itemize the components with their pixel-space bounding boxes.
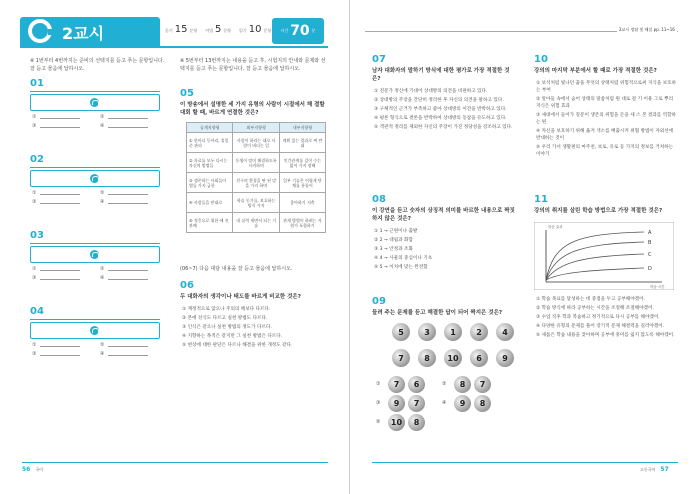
choice-item[interactable]: ① 전문가 정신에 기대어 상대방의 의견을 비판하고 있다. bbox=[374, 89, 488, 94]
answer-line bbox=[108, 355, 148, 356]
choice-item[interactable]: ⑤ 5 → 이치에 맞는 완전함 bbox=[374, 265, 428, 270]
time-number: 70 bbox=[290, 23, 310, 39]
option-mark: ③ bbox=[32, 123, 37, 129]
question-rule bbox=[30, 167, 160, 168]
answer-line bbox=[40, 118, 80, 119]
answer-line bbox=[108, 127, 148, 128]
choice-item[interactable]: ② 상대방의 주장을 간단히 정리한 후 자신의 의견을 말하고 있다. bbox=[374, 98, 504, 103]
answer-table bbox=[186, 122, 326, 233]
time-label: 시간 bbox=[280, 28, 289, 33]
answer-line bbox=[40, 346, 80, 347]
choice-item[interactable]: ④ 4 → 사물의 중심이나 기초 bbox=[374, 256, 433, 261]
table-cell: 동생이 말이 해결하도록 시켜하며 bbox=[233, 153, 280, 173]
choice-item[interactable]: ⑤ 우리 가서 생활편의 마주친, 보로, 유로 등 가지의 정보를 거쳐하는 이야기 bbox=[536, 145, 674, 157]
headphone-icon bbox=[90, 250, 99, 259]
choice-item[interactable]: ④ 다양한 유형의 문제를 풀어 장기적 문제 해결력을 길러야겠어. bbox=[536, 324, 665, 329]
choice-item[interactable]: ③ 인식은 같으나 실천 방법의 정도가 다르다. bbox=[182, 325, 272, 330]
choice-item[interactable]: ③ 구체적인 근거가 부족하고 좋아 상대방의 이견을 반박하고 있다. bbox=[374, 107, 507, 112]
audio-box bbox=[30, 246, 160, 263]
x-axis-label: 학습 시간 bbox=[650, 285, 665, 289]
count-grammar bbox=[205, 24, 231, 35]
coin: 6 bbox=[408, 376, 425, 393]
group-instruction: (06~7) 다음 대담 내용을 잘 듣고 물음에 답하시오. bbox=[180, 266, 293, 272]
choice-item[interactable]: ⑤ 현상에 대한 판단은 다르나 해결을 위한 개정도 같다. bbox=[182, 343, 293, 348]
learning-curve-graph bbox=[534, 222, 674, 290]
question-number: 08 bbox=[372, 194, 386, 205]
question-text: 남자 대화자의 말하기 방식에 대한 평가로 가장 적절한 것은? bbox=[372, 68, 510, 82]
choice-list bbox=[374, 88, 517, 133]
table-cell: 인간관계를 깊이 수는 없어 가지 정해 bbox=[279, 153, 325, 173]
choice-item[interactable]: ② 본에 선식도 다르고 실천 방법도 다르다. bbox=[182, 316, 268, 321]
curve-label: D bbox=[648, 266, 652, 272]
answer-line bbox=[40, 194, 80, 195]
question-number: 02 bbox=[30, 154, 44, 165]
table-cell: ⑤ 적응으로 위한 에 진 관례 bbox=[187, 213, 233, 233]
coin: 7 bbox=[408, 395, 425, 412]
page-label: 고등국어 bbox=[640, 467, 656, 472]
option-mark: ② bbox=[100, 190, 105, 196]
table-cell: 관계 방법이 하려는 자원가 포함하기 bbox=[279, 213, 325, 233]
count-label: 듣기 bbox=[165, 28, 173, 33]
coin: 6 bbox=[470, 349, 488, 367]
question-number: 09 bbox=[372, 296, 386, 307]
time-unit: 분 bbox=[311, 28, 316, 33]
option-mark: ④ bbox=[100, 199, 105, 205]
choice-item[interactable]: ④ 평론 형식으로 결론을 반박하여 상대방의 동참을 유도하고 있다. bbox=[374, 116, 507, 121]
answer-line bbox=[108, 279, 148, 280]
page-footer bbox=[22, 466, 43, 473]
option-mark: ③ bbox=[32, 351, 37, 357]
option-mark: ① bbox=[32, 342, 37, 348]
answer-line bbox=[108, 346, 148, 347]
table-row bbox=[187, 173, 326, 193]
audio-box bbox=[30, 170, 160, 187]
table-row bbox=[187, 213, 326, 233]
question-text: 이 강연을 듣고 숫자의 상징적 의미를 바르한 내용으로 짝짓하지 않은 것은? bbox=[372, 208, 515, 222]
coin: 7 bbox=[392, 349, 410, 367]
page-number: 57 bbox=[660, 466, 669, 473]
coin: 7 bbox=[474, 376, 491, 393]
time-box bbox=[272, 18, 324, 44]
choice-item[interactable]: ④ 자신을 보호하기 위해 옮겨 색소를 배출시켜 위협 방법이 자외선에 반대하는 것이 bbox=[536, 129, 674, 141]
answer-line bbox=[40, 355, 80, 356]
question-rule bbox=[30, 91, 160, 92]
choice-list bbox=[182, 306, 328, 351]
coin: 8 bbox=[454, 376, 471, 393]
choice-mark[interactable]: ③ bbox=[376, 400, 381, 406]
choice-item[interactable]: ① 재정적으로 않으나 주의의 해보다 다르다. bbox=[182, 307, 271, 312]
question-number: 11 bbox=[534, 194, 548, 205]
choice-item[interactable]: ② 2 → 대립과 화합 bbox=[374, 238, 413, 243]
table-row bbox=[187, 193, 326, 213]
coin: 2 bbox=[470, 323, 488, 341]
ring-icon bbox=[28, 19, 52, 43]
mid-instruction: ※ 5번부터 13번까지는 내용을 듣고 후, 시험지의 안내와 문제와 선택지를 듣고 푸는 문항입니다. 잘 듣고 물음에 답하시오. bbox=[180, 58, 326, 72]
coin: 5 bbox=[392, 323, 410, 341]
question-counts bbox=[165, 24, 271, 35]
option-mark: ① bbox=[32, 114, 37, 120]
table-header: 내부지향형 bbox=[279, 123, 325, 133]
option-mark: ④ bbox=[100, 351, 105, 357]
question-number: 01 bbox=[30, 78, 44, 89]
answer-key-tag: 2교시 정답 및 해설 pp. 11~16 bbox=[619, 27, 675, 32]
option-mark: ④ bbox=[100, 275, 105, 281]
table-cell: 내 실력 세면서 되는 기술 bbox=[233, 213, 280, 233]
count-number: 10 bbox=[248, 24, 262, 35]
question-rule bbox=[30, 319, 160, 320]
answer-line bbox=[40, 270, 80, 271]
page-label: 국어 bbox=[35, 467, 44, 472]
question-text: 이 방송에서 설명한 세 가지 유형의 사람이 시절에서 해 결할 대회 할 때, 바르게 연결한 것은? bbox=[180, 102, 325, 116]
answer-line bbox=[108, 194, 148, 195]
choice-list bbox=[374, 228, 517, 273]
question-text: 강의의 취지를 살린 학습 방법으로 가장 적절한 것은? bbox=[534, 208, 663, 214]
choice-item[interactable]: ② 알아들 속에서 숨어 상태의 말씀처럼 원 대로 걸 기 이용 그로 뿌리 지식은 위험 효과 bbox=[536, 97, 674, 109]
table-row bbox=[187, 153, 326, 173]
count-unit: 문항 bbox=[263, 28, 272, 33]
count-number: 5 bbox=[214, 24, 222, 35]
session-tab bbox=[20, 17, 160, 46]
question-number: 10 bbox=[534, 54, 548, 65]
answer-line bbox=[40, 279, 80, 280]
coin: 7 bbox=[388, 376, 405, 393]
table-header: 외부지향형 bbox=[233, 123, 280, 133]
table-row bbox=[187, 133, 326, 153]
option-mark: ② bbox=[100, 114, 105, 120]
table-cell: ② 자료를 모두 다시는 자신의 방법들 bbox=[187, 153, 233, 173]
question-text: 두 대화자의 생각이나 태도를 바르게 비교한 것은? bbox=[180, 294, 301, 300]
answer-line bbox=[40, 203, 80, 204]
count-unit: 문항 bbox=[223, 28, 232, 33]
table-cell: 좋아하기 저축 bbox=[279, 193, 325, 213]
header-rule bbox=[20, 46, 328, 48]
audio-box bbox=[30, 94, 160, 111]
coin: 9 bbox=[454, 395, 471, 412]
choice-list bbox=[536, 296, 678, 341]
count-label: 어법 bbox=[205, 28, 213, 33]
count-listening bbox=[165, 24, 197, 35]
choice-mark[interactable]: ④ bbox=[442, 400, 447, 406]
page-number: 56 bbox=[22, 466, 31, 473]
choice-item[interactable]: ③ 수업 직후 학과 복습하고 정기적으로 다시 공부를 해야겠어. bbox=[536, 315, 660, 320]
coin: 3 bbox=[418, 323, 436, 341]
option-mark: ③ bbox=[32, 275, 37, 281]
coin: 8 bbox=[474, 395, 491, 412]
option-mark: ① bbox=[32, 190, 37, 196]
table-cell: 일부 기술은 어렵게 단체를 통틀어 bbox=[279, 173, 325, 193]
table-cell: 학습 동기를, 보호하는 방식 가지 bbox=[233, 193, 280, 213]
count-reading bbox=[239, 24, 271, 35]
curve-label: A bbox=[648, 230, 652, 236]
option-mark: ② bbox=[100, 342, 105, 348]
curve-label: C bbox=[648, 252, 652, 258]
choice-item[interactable]: ③ 새대에서 들어가 질문이 생존의 위험을 돈을 세 스 본 결과를 역할하는 편 bbox=[536, 113, 676, 125]
option-mark: ② bbox=[100, 266, 105, 272]
question-number: 03 bbox=[30, 230, 44, 241]
coin: 10 bbox=[388, 414, 405, 431]
option-mark: ③ bbox=[32, 199, 37, 205]
table-cell: ③ 생존하는 사회들이 별들 가지 급한 bbox=[187, 173, 233, 193]
choice-mark[interactable]: ① bbox=[376, 381, 381, 387]
choice-list bbox=[536, 80, 678, 160]
question-text: 들려 주는 문제를 듣고 해결한 답이 되어 짝지은 것은? bbox=[372, 310, 503, 316]
option-mark: ① bbox=[32, 266, 37, 272]
coin: 10 bbox=[444, 349, 462, 367]
coin: 1 bbox=[444, 323, 462, 341]
answer-line bbox=[40, 127, 80, 128]
table-cell: 계획 있는 결과로 써 반대 bbox=[279, 133, 325, 153]
choice-item[interactable]: ⑤ 새롭은 학습 내용을 찾아하며 공부에 흥미를 잃지 않도록 해야겠어. bbox=[536, 333, 675, 338]
choice-item[interactable]: ① 학습 목표를 달성하는 데 중점을 두고 공부해야겠어. bbox=[536, 297, 645, 302]
choice-item[interactable]: ② 학습 방식에 따라 공부하는 시간을 조절해 조절해야겠어. bbox=[536, 306, 654, 311]
question-text: 강의의 마지막 부분에서 할 때로 가장 적절한 것은? bbox=[534, 68, 657, 74]
audio-box bbox=[30, 322, 160, 339]
headphone-icon bbox=[90, 174, 99, 183]
footer-rule bbox=[372, 462, 678, 463]
question-number: 06 bbox=[180, 280, 194, 291]
question-number: 05 bbox=[180, 88, 194, 99]
choice-item[interactable]: ① 1 → 근원이나 출발 bbox=[374, 229, 418, 234]
question-rule bbox=[30, 243, 160, 244]
coin: 8 bbox=[418, 349, 436, 367]
count-number: 15 bbox=[174, 24, 188, 35]
choice-mark[interactable]: ⑤ bbox=[376, 419, 381, 425]
headphone-icon bbox=[90, 98, 99, 107]
table-cell: ① 한마디 동아리, 휴일 준 관리 bbox=[187, 133, 233, 153]
curve-label: B bbox=[648, 240, 652, 246]
y-axis-label: 학습 효과 bbox=[548, 225, 563, 229]
coin: 8 bbox=[408, 414, 425, 431]
coin: 9 bbox=[496, 349, 514, 367]
answer-line bbox=[108, 118, 148, 119]
answer-line bbox=[108, 270, 148, 271]
coin: 9 bbox=[388, 395, 405, 412]
session-title: 2교시 bbox=[62, 24, 105, 43]
choice-mark[interactable]: ② bbox=[442, 381, 447, 387]
table-header: 공개지향형 bbox=[187, 123, 233, 133]
headphone-icon bbox=[90, 326, 99, 335]
page-footer bbox=[640, 466, 669, 473]
table-cell: 사람이 하라는 대로 사람이 버티는 일 bbox=[233, 133, 280, 153]
choice-item[interactable]: ⑤ 객관적 정리를 제외한 자신의 주장이 가진 정당성을 강조하고 있다. bbox=[374, 125, 513, 130]
question-number: 07 bbox=[372, 54, 386, 65]
choice-item[interactable]: ① 보석처럼 빛나던 꿈을 무엇의 상태처럼 위험적으로써 지식을 보호하는 부여 bbox=[536, 81, 677, 93]
count-unit: 문항 bbox=[189, 28, 198, 33]
table-cell: 친구의 환경을 판 된 말을 가지 하며 bbox=[233, 173, 280, 193]
answer-line bbox=[108, 203, 148, 204]
option-mark: ④ bbox=[100, 123, 105, 129]
choice-item[interactable]: ④ 지향하는 목적은 같지만 그 실천 방법은 다르다. bbox=[182, 334, 283, 339]
question-number: 04 bbox=[30, 306, 44, 317]
coin: 4 bbox=[496, 323, 514, 341]
count-label: 읽기 bbox=[239, 28, 247, 33]
choice-item[interactable]: ③ 3 → 안정과 조화 bbox=[374, 247, 413, 252]
listening-instruction: ※ 1번부터 4번까지는 준비의 선택지를 듣고 푸는 문항입니다. 잘 듣고 물음에 답하시오. bbox=[30, 58, 165, 72]
footer-rule bbox=[22, 462, 328, 463]
table-cell: ④ 사람들을 반대로 bbox=[187, 193, 233, 213]
